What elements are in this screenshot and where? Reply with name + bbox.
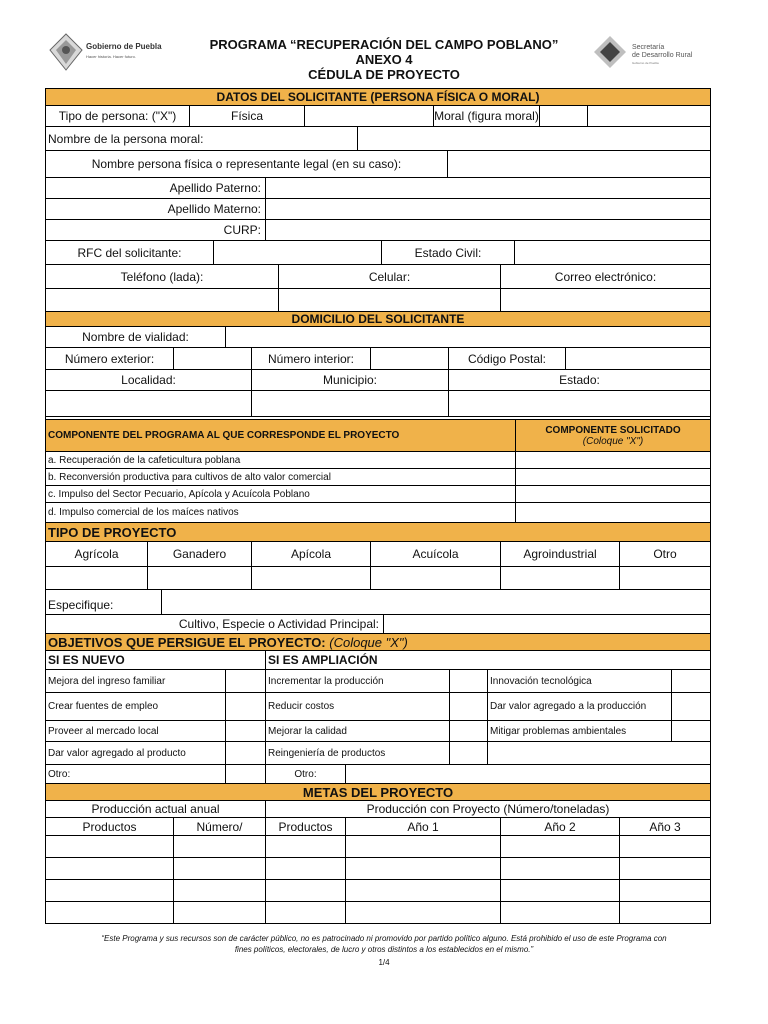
objetivo-label: Reducir costos <box>266 693 450 720</box>
otro-label: Otro: <box>46 765 226 783</box>
estado-label: Estado: <box>559 373 600 387</box>
metas-cell[interactable] <box>46 836 174 857</box>
metas-cell[interactable] <box>501 836 620 857</box>
componente-item-c: c. Impulso del Sector Pecuario, Apícola y Acuícola Poblano <box>46 486 516 502</box>
col-productos: Productos <box>46 818 174 835</box>
objetivo-row <box>46 742 710 765</box>
section-metas <box>46 784 710 801</box>
row-apellido-materno <box>46 199 710 220</box>
metas-cell[interactable] <box>46 902 174 923</box>
metas-row <box>46 858 710 880</box>
num-interior-label: Número interior: <box>252 348 371 369</box>
metas-cell[interactable] <box>346 858 501 879</box>
apellido-materno-field[interactable] <box>266 199 710 219</box>
componente-heading: COMPONENTE DEL PROGRAMA AL QUE CORRESPONDE EL PROYECTO <box>46 420 516 451</box>
celular-field[interactable] <box>279 289 501 311</box>
col-anio-1: Año 1 <box>346 818 501 835</box>
row-apellido-paterno <box>46 178 710 199</box>
section-solicitante <box>46 89 710 106</box>
logo-right-tagline: Gobierno de Puebla <box>632 61 659 65</box>
si-es-nuevo-label: SI ES NUEVO <box>46 651 266 669</box>
objetivo-row <box>46 693 710 721</box>
document-subtitle: CÉDULA DE PROYECTO <box>308 67 460 82</box>
apellido-paterno-field[interactable] <box>266 178 710 198</box>
logo-right-text <box>632 44 692 60</box>
metas-cell[interactable] <box>501 880 620 901</box>
row-tipo-fields <box>46 567 710 590</box>
row-componente-heading <box>46 420 710 452</box>
row-nombre-moral <box>46 127 710 151</box>
row-curp <box>46 220 710 241</box>
componente-item-b: b. Reconversión productiva para cultivos de alto valor comercial <box>46 469 516 485</box>
moral-label: Moral (figura moral) <box>434 106 540 126</box>
num-exterior-field[interactable] <box>174 348 252 369</box>
metas-cell[interactable] <box>501 858 620 879</box>
correo-field[interactable] <box>501 289 710 311</box>
objetivo-checkbox[interactable] <box>226 670 266 692</box>
option-apicola: Apícola <box>252 542 371 566</box>
apellido-materno-label: Apellido Materno: <box>46 199 266 219</box>
componente-item-a: a. Recuperación de la cafeticultura poblana <box>46 452 516 468</box>
objetivo-label: Dar valor agregado a la producción <box>488 693 672 720</box>
objetivos-heading: OBJETIVOS QUE PERSIGUE EL PROYECTO: <box>48 634 326 650</box>
codigo-postal-field[interactable] <box>566 348 710 369</box>
program-title: PROGRAMA “RECUPERACIÓN DEL CAMPO POBLANO” <box>209 37 559 52</box>
metas-cell[interactable] <box>501 902 620 923</box>
fisica-label: Física <box>190 106 305 126</box>
metas-cell[interactable] <box>46 858 174 879</box>
rfc-field[interactable] <box>214 241 382 264</box>
row-metas-columns <box>46 818 710 836</box>
vialidad-field[interactable] <box>226 327 710 347</box>
otro-field[interactable] <box>620 567 710 589</box>
logo-left-name: Gobierno de Puebla <box>86 42 162 51</box>
localidad-field[interactable] <box>46 391 252 416</box>
annex-label: ANEXO 4 <box>355 52 413 67</box>
metas-cell[interactable] <box>346 902 501 923</box>
option-otro: Otro <box>653 547 677 561</box>
footer-line-2: fines políticos, electorales, de lucro y otros distintos a los establecidos en el mismo.” <box>234 945 534 954</box>
objetivo-label: Incrementar la producción <box>266 670 450 692</box>
metas-cell[interactable] <box>266 902 346 923</box>
metas-cell[interactable] <box>346 880 501 901</box>
section-heading: DOMICILIO DEL SOLICITANTE <box>291 312 465 326</box>
col-productos-2: Productos <box>266 818 346 835</box>
cultivo-field[interactable] <box>384 615 710 633</box>
componente-coloque-label: (Coloque "X") <box>582 435 644 447</box>
page-number: 1/4 <box>378 958 390 967</box>
option-ganadero: Ganadero <box>148 542 252 566</box>
componente-c-field[interactable] <box>516 486 710 502</box>
curp-label: CURP: <box>46 220 266 240</box>
metas-row <box>46 836 710 858</box>
especifique-label: Especifique: <box>46 590 162 614</box>
objetivo-label: Mitigar problemas ambientales <box>488 721 672 741</box>
objetivo-checkbox[interactable] <box>226 693 266 720</box>
rfc-label: RFC del solicitante: <box>46 241 214 264</box>
agroindustrial-field[interactable] <box>501 567 620 589</box>
objetivo-label: Reingeniería de productos <box>266 742 450 764</box>
logo-left-tagline: Hacer historia. Hacer futuro. <box>86 54 137 59</box>
row-contacto-fields <box>46 289 710 312</box>
componente-row <box>46 452 710 469</box>
metas-cell[interactable] <box>174 880 266 901</box>
componente-item-d: d. Impulso comercial de los maíces nativos <box>46 503 516 522</box>
componente-row <box>46 486 710 503</box>
si-es-ampliacion-label: SI ES AMPLIACIÓN <box>268 653 378 667</box>
section-heading: TIPO DE PROYECTO <box>48 524 177 540</box>
section-heading: DATOS DEL SOLICITANTE (PERSONA FÍSICA O MORAL) <box>216 90 540 104</box>
municipio-label: Municipio: <box>252 370 449 390</box>
col-numero: Número/ <box>174 818 266 835</box>
section-heading <box>46 634 710 650</box>
codigo-postal-label: Código Postal: <box>449 348 566 369</box>
objetivo-label: Mejorar la calidad <box>266 721 450 741</box>
metas-cell[interactable] <box>620 836 710 857</box>
moral-field[interactable] <box>540 106 588 126</box>
objetivo-checkbox[interactable] <box>672 693 710 720</box>
metas-cell[interactable] <box>266 858 346 879</box>
row-numeros <box>46 348 710 370</box>
componente-d-field[interactable] <box>516 503 710 522</box>
especifique-field[interactable] <box>162 590 710 614</box>
objetivos-coloque: (Coloque "X") <box>329 634 408 650</box>
apicola-field[interactable] <box>252 567 371 589</box>
produccion-actual-label: Producción actual anual <box>46 801 266 817</box>
col-anio-2: Año 2 <box>501 818 620 835</box>
metas-cell[interactable] <box>174 836 266 857</box>
num-interior-field[interactable] <box>371 348 449 369</box>
metas-row <box>46 902 710 923</box>
componente-solicitado-label: COMPONENTE SOLICITADO <box>545 424 681 436</box>
municipio-field[interactable] <box>252 391 449 416</box>
objetivo-checkbox[interactable] <box>450 721 488 741</box>
vialidad-label: Nombre de vialidad: <box>46 327 226 347</box>
otro-ampliacion-field[interactable] <box>346 765 710 783</box>
num-exterior-label: Número exterior: <box>46 348 174 369</box>
row-rfc <box>46 241 710 265</box>
metas-cell[interactable] <box>346 836 501 857</box>
nombre-fisica-field[interactable] <box>448 151 710 177</box>
row-objetivos-subheads <box>46 651 710 670</box>
acuicola-field[interactable] <box>371 567 501 589</box>
sdr-logo <box>592 32 712 76</box>
agricola-field[interactable] <box>46 567 148 589</box>
col-anio-3: Año 3 <box>649 819 681 834</box>
objetivo-row <box>46 721 710 742</box>
metas-cell[interactable] <box>266 836 346 857</box>
produccion-proyecto-label: Producción con Proyecto (Número/toneladas) <box>366 802 610 816</box>
objetivo-checkbox[interactable] <box>226 742 266 764</box>
objetivo-checkbox[interactable] <box>226 721 266 741</box>
correo-label: Correo electrónico: <box>554 269 657 284</box>
componente-a-field[interactable] <box>516 452 710 468</box>
telefono-field[interactable] <box>46 289 279 311</box>
cultivo-label: Cultivo, Especie o Actividad Principal: <box>46 615 384 633</box>
metas-cell[interactable] <box>174 858 266 879</box>
otro-checkbox[interactable] <box>226 765 266 783</box>
estado-civil-field[interactable] <box>515 241 710 264</box>
section-domicilio <box>46 312 710 327</box>
objetivo-checkbox[interactable] <box>672 721 710 741</box>
footer-disclaimer <box>60 933 708 955</box>
componente-row <box>46 503 710 523</box>
objetivo-label: Dar valor agregado al producto <box>46 742 226 764</box>
row-localidad-fields <box>46 391 710 417</box>
metas-cell[interactable] <box>174 902 266 923</box>
metas-cell[interactable] <box>266 880 346 901</box>
footer-line-1: “Este Programa y sus recursos son de carácter público, no es patrocinado ni promovido por partido político alguno. Está prohibido el uso de este Programa con <box>101 934 667 943</box>
estado-field[interactable] <box>449 391 710 416</box>
objetivo-label: Mejora del ingreso familiar <box>46 670 226 692</box>
section-heading: METAS DEL PROYECTO <box>302 784 454 800</box>
objetivo-label: Proveer al mercado local <box>46 721 226 741</box>
objetivo-empty <box>488 742 710 764</box>
section-tipo-proyecto <box>46 523 710 542</box>
objetivo-checkbox[interactable] <box>450 670 488 692</box>
row-especifique <box>46 590 710 615</box>
row-metas-groups <box>46 801 710 818</box>
row-tipo-persona <box>46 106 710 127</box>
row-cultivo <box>46 615 710 634</box>
componente-b-field[interactable] <box>516 469 710 485</box>
otro-ampliacion-label: Otro: <box>266 765 346 783</box>
logo-right-line1: Secretaría <box>632 44 665 51</box>
objetivo-label: Crear fuentes de empleo <box>46 693 226 720</box>
section-objetivos <box>46 634 710 651</box>
row-objetivo-otro <box>46 765 710 784</box>
fisica-field[interactable] <box>305 106 434 126</box>
curp-field[interactable] <box>266 220 710 240</box>
option-agricola: Agrícola <box>46 542 148 566</box>
componente-row <box>46 469 710 486</box>
nombre-moral-field[interactable] <box>358 127 710 150</box>
nombre-fisica-label: Nombre persona física o representante legal (en su caso): <box>46 151 448 177</box>
telefono-label: Teléfono (lada): <box>46 265 279 288</box>
tipo-persona-label: Tipo de persona: ("X") <box>46 106 190 126</box>
localidad-label: Localidad: <box>46 370 252 390</box>
objetivo-checkbox[interactable] <box>672 670 710 692</box>
row-vialidad <box>46 327 710 348</box>
objetivo-checkbox[interactable] <box>450 693 488 720</box>
row-contacto-labels <box>46 265 710 289</box>
metas-cell[interactable] <box>46 880 174 901</box>
metas-cell[interactable] <box>620 858 710 879</box>
apellido-paterno-label: Apellido Paterno: <box>46 178 266 198</box>
objetivo-checkbox[interactable] <box>450 742 488 764</box>
nombre-moral-label: Nombre de la persona moral: <box>46 127 358 150</box>
row-tipo-options <box>46 542 710 567</box>
row-localidad-labels <box>46 370 710 391</box>
metas-cell[interactable] <box>620 880 710 901</box>
project-form <box>45 88 711 924</box>
celular-label: Celular: <box>279 265 501 288</box>
sdr-emblem-icon <box>592 32 628 72</box>
ganadero-field[interactable] <box>148 567 252 589</box>
option-acuicola: Acuícola <box>371 542 501 566</box>
objetivo-label: Innovación tecnológica <box>488 670 672 692</box>
row-nombre-fisica <box>46 151 710 178</box>
logo-right-line2: de Desarrollo Rural <box>632 52 693 59</box>
option-agroindustrial: Agroindustrial <box>501 542 620 566</box>
metas-row <box>46 880 710 902</box>
objetivo-row <box>46 670 710 693</box>
componente-solicitado-header <box>516 420 710 451</box>
metas-cell[interactable] <box>620 902 710 923</box>
estado-civil-label: Estado Civil: <box>382 241 515 264</box>
